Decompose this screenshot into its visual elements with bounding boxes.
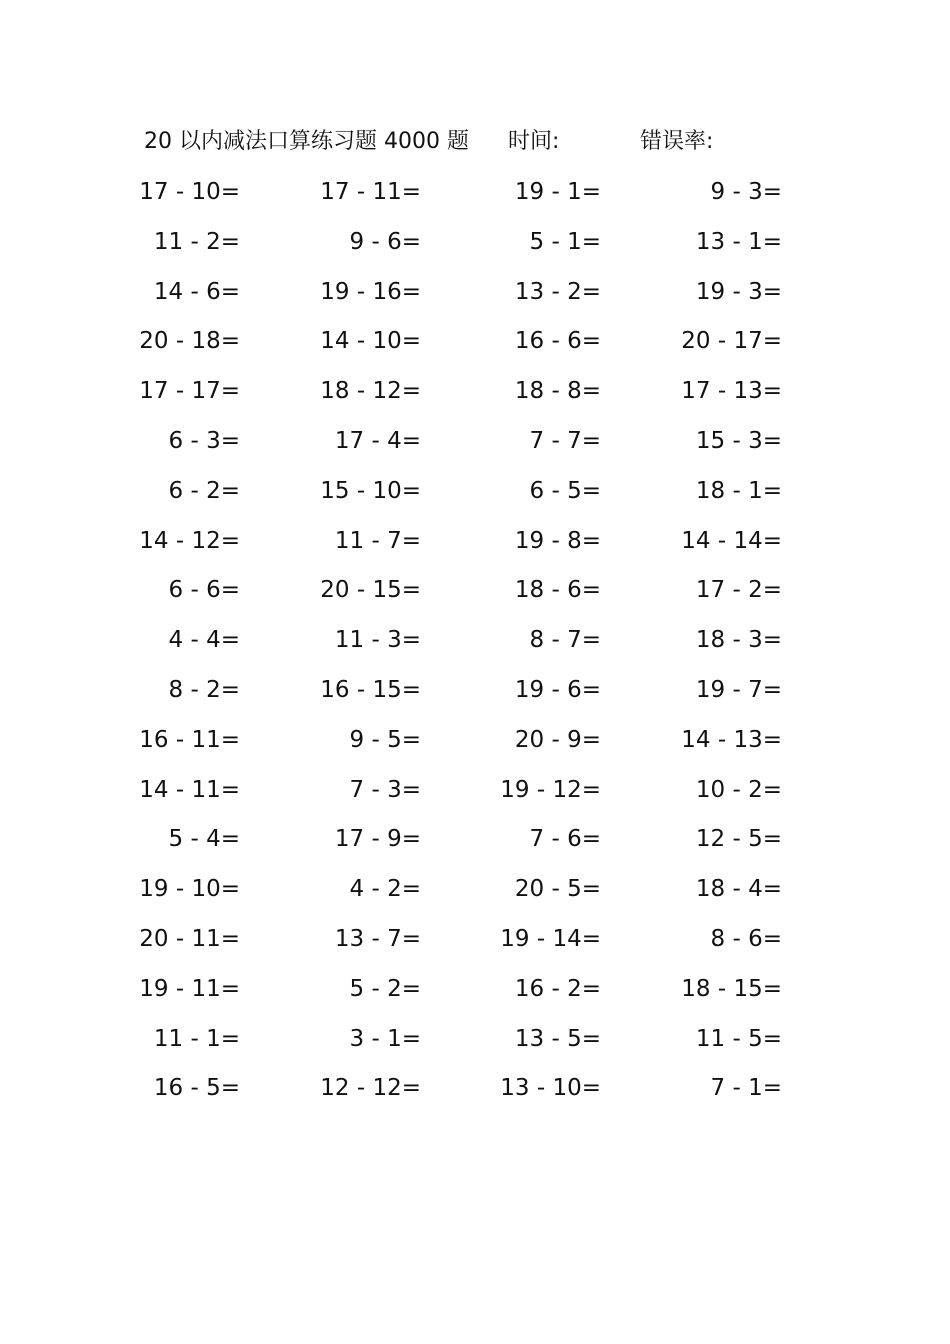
subtraction-problem: 16 - 6= [514,328,601,355]
subtraction-problem: 15 - 3= [695,427,782,454]
subtraction-problem: 19 - 6= [514,676,601,703]
subtraction-problem: 7 - 7= [529,427,601,454]
problem-row [0,819,950,869]
subtraction-problem: 7 - 6= [529,826,601,853]
subtraction-problem: 20 - 17= [681,328,782,355]
problem-grid [0,172,950,1118]
subtraction-problem: 13 - 1= [695,228,782,255]
subtraction-problem: 19 - 16= [320,278,421,305]
subtraction-problem: 11 - 5= [695,1025,782,1052]
subtraction-problem: 19 - 12= [500,776,601,803]
subtraction-problem: 16 - 11= [139,726,240,753]
subtraction-problem: 4 - 2= [349,876,421,903]
subtraction-problem: 17 - 2= [695,577,782,604]
subtraction-problem: 14 - 6= [153,278,240,305]
subtraction-problem: 13 - 7= [334,925,421,952]
subtraction-problem: 19 - 7= [695,676,782,703]
subtraction-problem: 18 - 1= [695,477,782,504]
subtraction-problem: 17 - 10= [139,179,240,205]
error-rate-label: 错误率: [640,129,714,154]
subtraction-problem: 5 - 1= [529,228,601,255]
subtraction-problem: 18 - 15= [681,975,782,1002]
problem-row [0,720,950,770]
subtraction-problem: 19 - 10= [139,876,240,903]
subtraction-problem: 13 - 5= [514,1025,601,1052]
problem-row [0,421,950,471]
problem-row [0,371,950,421]
subtraction-problem: 6 - 3= [168,427,240,454]
subtraction-problem: 17 - 17= [139,378,240,405]
problem-row [0,670,950,720]
subtraction-problem: 6 - 2= [168,477,240,504]
subtraction-problem: 19 - 11= [139,975,240,1002]
subtraction-problem: 20 - 11= [139,925,240,952]
subtraction-problem: 17 - 9= [334,826,421,853]
subtraction-problem: 12 - 12= [320,1075,421,1102]
problem-row [0,1019,950,1069]
problem-row [0,620,950,670]
subtraction-problem: 18 - 8= [514,378,601,405]
subtraction-problem: 9 - 6= [349,228,421,255]
subtraction-problem: 10 - 2= [695,776,782,803]
worksheet-header [0,124,950,160]
subtraction-problem: 14 - 14= [681,527,782,554]
subtraction-problem: 14 - 10= [320,328,421,355]
subtraction-problem: 19 - 1= [514,179,601,205]
subtraction-problem: 18 - 4= [695,876,782,903]
subtraction-problem: 20 - 15= [320,577,421,604]
worksheet-title: 20 以内减法口算练习题 4000 题 [144,129,469,154]
subtraction-problem: 11 - 2= [153,228,240,255]
subtraction-problem: 8 - 6= [710,925,782,952]
problem-row [0,272,950,322]
subtraction-problem: 11 - 7= [334,527,421,554]
subtraction-problem: 3 - 1= [349,1025,421,1052]
problem-row [0,919,950,969]
subtraction-problem: 11 - 3= [334,627,421,654]
subtraction-problem: 18 - 3= [695,627,782,654]
subtraction-problem: 9 - 5= [349,726,421,753]
subtraction-problem: 17 - 13= [681,378,782,405]
subtraction-problem: 14 - 11= [139,776,240,803]
problem-row [0,471,950,521]
problem-row [0,222,950,272]
subtraction-problem: 16 - 15= [320,676,421,703]
subtraction-problem: 7 - 1= [710,1075,782,1102]
subtraction-problem: 5 - 4= [168,826,240,853]
problem-row [0,570,950,620]
subtraction-problem: 12 - 5= [695,826,782,853]
problem-row [0,969,950,1019]
subtraction-problem: 13 - 2= [514,278,601,305]
subtraction-problem: 20 - 5= [514,876,601,903]
subtraction-problem: 17 - 4= [334,427,421,454]
subtraction-problem: 4 - 4= [168,627,240,654]
subtraction-problem: 9 - 3= [710,179,782,205]
problem-row [0,321,950,371]
subtraction-problem: 15 - 10= [320,477,421,504]
problem-row [0,869,950,919]
subtraction-problem: 8 - 7= [529,627,601,654]
time-label: 时间: [508,129,560,154]
problem-row [0,521,950,571]
subtraction-problem: 20 - 9= [514,726,601,753]
subtraction-problem: 18 - 12= [320,378,421,405]
subtraction-problem: 20 - 18= [139,328,240,355]
subtraction-problem: 7 - 3= [349,776,421,803]
subtraction-problem: 19 - 8= [514,527,601,554]
subtraction-problem: 6 - 6= [168,577,240,604]
subtraction-problem: 14 - 13= [681,726,782,753]
subtraction-problem: 16 - 5= [153,1075,240,1102]
subtraction-problem: 19 - 14= [500,925,601,952]
subtraction-problem: 18 - 6= [514,577,601,604]
subtraction-problem: 13 - 10= [500,1075,601,1102]
subtraction-problem: 16 - 2= [514,975,601,1002]
problem-row [0,172,950,222]
problem-row [0,1068,950,1118]
subtraction-problem: 19 - 3= [695,278,782,305]
subtraction-problem: 5 - 2= [349,975,421,1002]
subtraction-problem: 8 - 2= [168,676,240,703]
subtraction-problem: 14 - 12= [139,527,240,554]
subtraction-problem: 11 - 1= [153,1025,240,1052]
subtraction-problem: 17 - 11= [320,179,421,205]
problem-row [0,770,950,820]
subtraction-problem: 6 - 5= [529,477,601,504]
